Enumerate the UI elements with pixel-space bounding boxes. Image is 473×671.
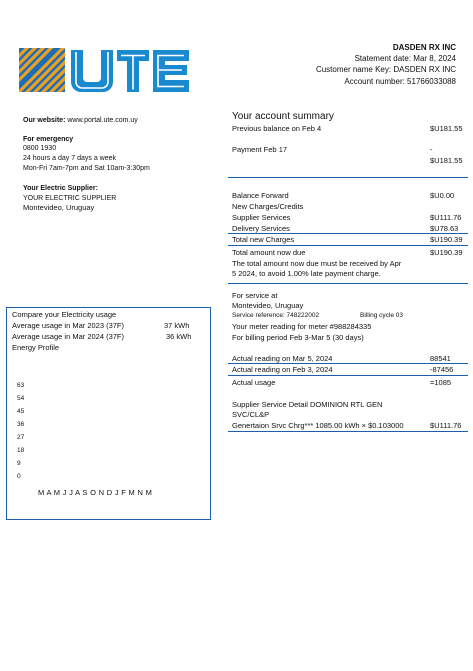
supplier-title: Your Electric Supplier: (23, 185, 98, 192)
billing-period: For billing period Feb 3-Mar 5 (30 days) (232, 333, 364, 342)
billing-cycle: Billing cycle 03 (360, 312, 403, 319)
y-tick: 18 (17, 447, 25, 454)
meter-reading-row (232, 321, 468, 332)
avg-2024-value: 36 kWh (166, 332, 192, 341)
new-charges-label: New Charges/Credits (232, 202, 304, 211)
payment-minus: - (430, 145, 433, 154)
previous-balance-row (232, 123, 468, 134)
supplier-services-row (232, 212, 468, 223)
divider (228, 177, 468, 178)
total-due-row (232, 247, 468, 258)
emergency-hours: 24 hours a day 7 days a week (23, 155, 117, 162)
actual-feb-row (232, 364, 468, 375)
company-name: DASDEN RX INC (392, 43, 456, 52)
total-new-value: $U190.39 (430, 235, 463, 244)
due-note-row-2 (232, 268, 468, 279)
service-city-row (232, 300, 468, 311)
energy-profile-label: Energy Profile (12, 343, 60, 352)
service-at-label: For service at (232, 291, 278, 300)
balance-forward-row (232, 190, 468, 201)
x-axis-labels: M A M J J A S O N D J F M N M (38, 488, 153, 497)
payment-value: $U181.55 (430, 156, 463, 165)
new-charges-row (232, 201, 468, 212)
website-link[interactable]: www.portal.ute.com.uy (67, 117, 138, 124)
due-note-2: 5 2024, to avoid 1.00% late payment charge. (232, 269, 381, 278)
emergency-title: For emergency (23, 136, 74, 143)
total-new-label: Total new Charges (232, 235, 295, 244)
supplier-detail-row-2 (232, 409, 468, 420)
y-tick: 9 (17, 460, 21, 467)
avg-2024-label: Average usage in Mar 2024 (37F) (12, 332, 125, 341)
divider (228, 245, 468, 246)
balance-forward-value: $U0.00 (430, 191, 455, 200)
website-label: Our website: (23, 117, 66, 124)
actual-usage-value: =1085 (430, 378, 452, 387)
generation-value: $U111.76 (430, 421, 462, 430)
payment-value-row (232, 155, 468, 166)
divider (228, 375, 468, 376)
avg-2023-label: Average usage in Mar 2023 (37F) (12, 321, 125, 330)
supplier-services-value: $U111.76 (430, 213, 462, 222)
y-tick: 36 (17, 421, 25, 428)
website-line (23, 116, 213, 125)
actual-mar-label: Actual reading on Mar 5, 2024 (232, 354, 333, 363)
meter-reading: Your meter reading for meter #988284335 (232, 322, 372, 331)
delivery-services-value: $U78.63 (430, 224, 459, 233)
generation-label: Genertaion Srvc Chrg*** 1085.00 kWh × $0.103000 (232, 421, 404, 430)
customer-key: Customer name Key: DASDEN RX INC (315, 65, 456, 74)
payment-label: Payment Feb 17 (232, 145, 288, 154)
summary-title: Your account summary (232, 111, 334, 122)
supplier-detail-1: Supplier Service Detail DOMINION RTL GEN (232, 400, 383, 409)
payment-row (232, 144, 468, 155)
delivery-services-label: Delivery Services (232, 224, 290, 233)
service-reference: Service reference: 748222002 (232, 312, 320, 319)
actual-mar-value: 88541 (430, 354, 451, 363)
balance-forward-label: Balance Forward (232, 191, 289, 200)
total-new-row (232, 234, 468, 245)
y-tick: 54 (17, 395, 25, 402)
supplier-city: Montevideo, Uruguay (23, 203, 95, 212)
supplier-services-label: Supplier Services (232, 213, 291, 222)
supplier-name: YOUR ELECTRIC SUPPLIER (23, 195, 117, 202)
previous-balance-label: Previous balance on Feb 4 (232, 124, 322, 133)
statement-date: Statement date: Mar 8, 2024 (354, 54, 456, 63)
service-city: Montevideo, Uruguay (232, 301, 304, 310)
y-tick: 45 (17, 408, 25, 415)
avg-2023-value: 37 kWh (164, 321, 190, 330)
y-tick: 27 (17, 434, 25, 441)
total-due-label: Total amount now due (232, 248, 306, 257)
generation-row (232, 420, 468, 431)
actual-usage-row (232, 377, 468, 388)
previous-balance-value: $U181.55 (430, 124, 463, 133)
divider (228, 431, 468, 432)
supplier-detail-2: SVC/CL&P (232, 410, 270, 419)
due-note-1: The total amount now due must be received by Apr (232, 259, 402, 268)
emergency-schedule: Mon-Fri 7am-7pm and Sat 10am-3:30pm (23, 165, 150, 172)
y-tick: 0 (17, 473, 21, 480)
y-tick: 63 (17, 382, 25, 389)
ute-logo-graphic (19, 46, 191, 94)
emergency-phone: 0800 1930 (23, 145, 57, 152)
actual-feb-value: -87456 (430, 365, 454, 374)
divider (228, 283, 468, 284)
actual-usage-label: Actual usage (232, 378, 276, 387)
usage-title: Compare your Electricity usage (12, 310, 117, 319)
account-number: Account number: 51766033088 (344, 77, 456, 86)
actual-feb-label: Actual reading on Feb 3, 2024 (232, 365, 333, 374)
total-due-value: $U190.39 (430, 248, 463, 257)
billing-period-row (232, 332, 468, 343)
ute-logo (19, 46, 191, 94)
